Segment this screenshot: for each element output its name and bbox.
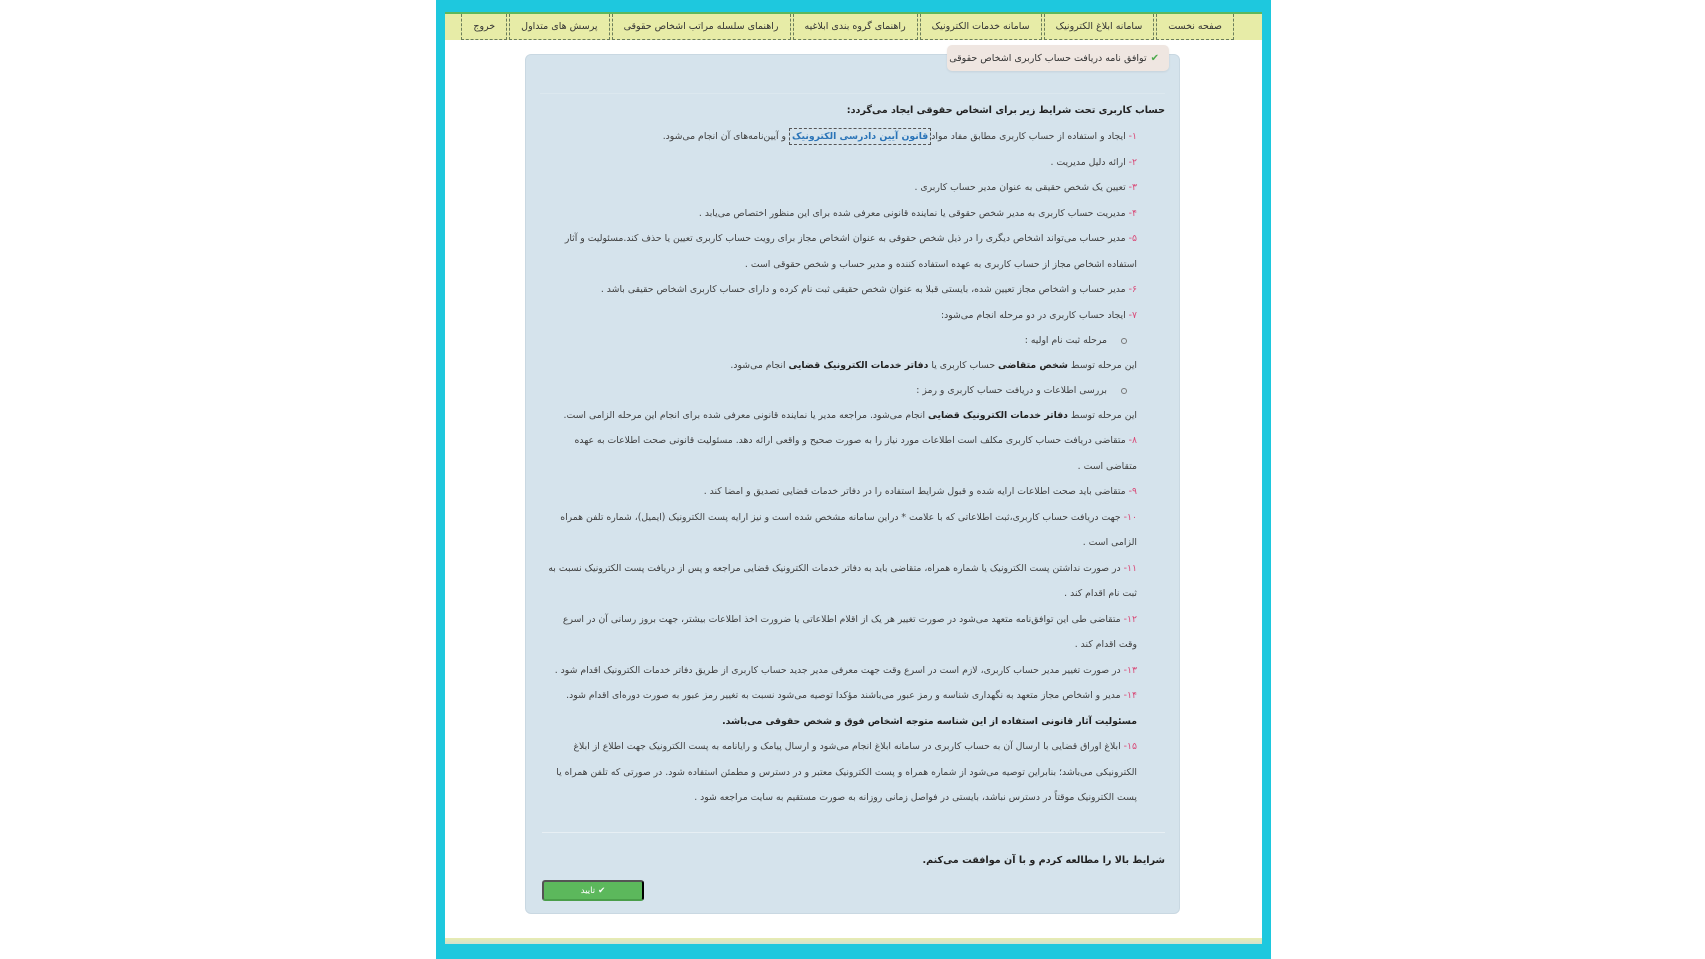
agreement-statement: شرایط بالا را مطالعه کردم و با آن موافقت می‌کنم.: [922, 855, 1165, 866]
content-divider: [542, 832, 1165, 833]
term-item-12: ۱۲- متقاضی طی این توافق‌نامه متعهد می‌شود در صورت تغییر هر یک از اقلام اطلاعاتی یا ضرورت اخذ اطلاعات بیشتر، جهت بروز رسانی آن در اسرع وقت اقدام کند .: [562, 613, 1137, 650]
term-item-1: ۱- ایجاد و استفاده از حساب کاربری مطابق مفاد موادقانون آیین دادرسی الکترونیک و آیین‌نامه‌های آن انجام می‌شود.: [542, 124, 1165, 150]
confirm-button[interactable]: [542, 880, 644, 901]
step-2-desc: این مرحله توسط دفاتر خدمات الکترونیک قضایی انجام می‌شود. مراجعه مدیر یا نماینده قانونی معرفی شده برای انجام این مرحله الزامی است.: [563, 410, 1137, 421]
term-item-8: ۸- متقاضی دریافت حساب کاربری مکلف است اطلاعات مورد نیاز را به صورت صحیح و واقعی ارائه دهد. مسئولیت قانونی صحت اطلاعات به عهده متقاضی است .: [574, 435, 1137, 472]
tab-label: توافق نامه دریافت حساب کاربری اشخاص حقوقی: [949, 52, 1147, 64]
term-item-7: ۷- ایجاد حساب کاربری در دو مرحله انجام می‌شود:: [940, 309, 1137, 321]
term-item-14: ۱۴- مدیر و اشخاص مجاز متعهد به نگهداری شناسه و رمز عبور می‌باشند مؤکدا توصیه می‌شود نسبت به تغییر رمز عبور به صورت دوره‌ای اقدام شود. مسئولیت آثار قانونی استفاده از این شناسه متوجه اشخاص فوق و شخص حقوقی می‌باشد.: [566, 690, 1137, 727]
term-item-5: ۵- مدیر حساب می‌تواند اشخاص دیگری را در ذیل شخص حقوقی به عنوان اشخاص مجاز برای رویت حساب کاربری تعیین یا حذف کند.مسئولیت و آثار استفاده اشخاص مجاز از حساب کاربری به عهده استفاده کننده و مدیر حساب و شخص حقوقی است .: [564, 233, 1137, 270]
step-1-title: مرحله ثبت نام اولیه :: [542, 328, 1165, 353]
tab-legal-account-agreement[interactable]: [947, 45, 1169, 71]
page: [445, 12, 1262, 944]
check-icon: ✔: [1150, 52, 1159, 64]
agreement-heading: حساب کاربری تحت شرایط زیر برای اشخاص حقوقی ایجاد می‌گردد:: [846, 105, 1165, 116]
nav-e-notification-system[interactable]: سامانه ابلاغ الکترونیک: [1044, 14, 1155, 40]
term-item-3: ۳- تعیین یک شخص حقیقی به عنوان مدیر حساب کاربری .: [914, 182, 1137, 193]
term-item-15: ۱۵- ابلاغ اوراق قضایی با ارسال آن به حساب کاربری در سامانه ابلاغ انجام می‌شود و ارسال پیامک و رایانامه به پست الکترونیک جهت اطلاع از ابلاغ الکترونیکی می‌باشد؛ بنابراین توصیه می‌شود از شماره همراه و پست الکترونیک معتبر و در دسترس و مطمئن استفاده شود. در صورتی که تلفن همراه یا پست الکترونیک موقتاً در دسترس نباشد، بایستی در فواصل زمانی روزانه به صورت مستقیم به سایت مراجعه شود .: [556, 741, 1137, 803]
term-item-6: ۶- مدیر حساب و اشخاص مجاز تعیین شده، بایستی قبلا به عنوان شخص حقیقی ثبت نام کرده و دارای حساب کاربری اشخاص حقیقی باشد .: [600, 284, 1137, 295]
check-icon: ✔: [598, 885, 606, 895]
term-item-2: ۲- ارائه دلیل مدیریت .: [1050, 156, 1137, 168]
nav-legal-entity-hierarchy-guide[interactable]: راهنمای سلسله مراتب اشخاص حقوقی: [612, 14, 791, 40]
confirm-button-label: تایید: [580, 885, 596, 895]
term-item-10: ۱۰- جهت دریافت حساب کاربری،ثبت اطلاعاتی که با علامت * دراین سامانه مشخص شده است و نیز ارایه پست الکترونیک (ایمیل)، شماره تلفن همراه الزامی است .: [560, 511, 1137, 548]
panel-divider: [540, 93, 1165, 94]
nav-logout[interactable]: خروج: [461, 14, 507, 40]
nav-home[interactable]: صفحه نخست: [1156, 14, 1234, 40]
step-2-title: بررسی اطلاعات و دریافت حساب کاربری و رمز :: [542, 378, 1165, 403]
agreement-panel: [525, 54, 1180, 914]
term-item-11: ۱۱- در صورت نداشتن پست الکترونیک یا شماره همراه، متقاضی باید به دفاتر خدمات الکترونیک قضایی مراجعه و پس از دریافت پست الکترونیک نسبت به ثبت نام اقدام کند .: [548, 562, 1137, 599]
agreement-content: [542, 105, 1165, 811]
term-item-4: ۴- مدیریت حساب کاربری به مدیر شخص حقوقی یا نماینده قانونی معرفی شده برای این منظور اختصاص می‌یابد .: [698, 207, 1137, 219]
term-item-13: ۱۳- در صورت تغییر مدیر حساب کاربری، لازم است در اسرع وقت جهت معرفی مدیر جدید حساب کاربری از طریق دفاتر خدمات الکترونیک اقدام شود .: [554, 664, 1137, 676]
term-item-9: ۹- متقاضی باید صحت اطلاعات ارایه شده و قبول شرایط استفاده را در دفاتر خدمات قضایی تصدیق و امضا کند .: [703, 486, 1137, 497]
step-1-desc: این مرحله توسط شخص متقاضی حساب کاربری یا دفاتر خدمات الکترونیک قضایی انجام می‌شود.: [730, 360, 1137, 371]
nav-notification-grouping-guide[interactable]: راهنمای گروه بندی ابلاغیه: [793, 14, 918, 40]
law-link[interactable]: قانون آیین دادرسی الکترونیک: [789, 128, 931, 145]
nav-faq[interactable]: پرسش های متداول: [509, 14, 609, 40]
footer-strip: [445, 938, 1262, 944]
top-navbar: [445, 12, 1262, 40]
nav-e-services-system[interactable]: سامانه خدمات الکترونیک: [920, 14, 1042, 40]
